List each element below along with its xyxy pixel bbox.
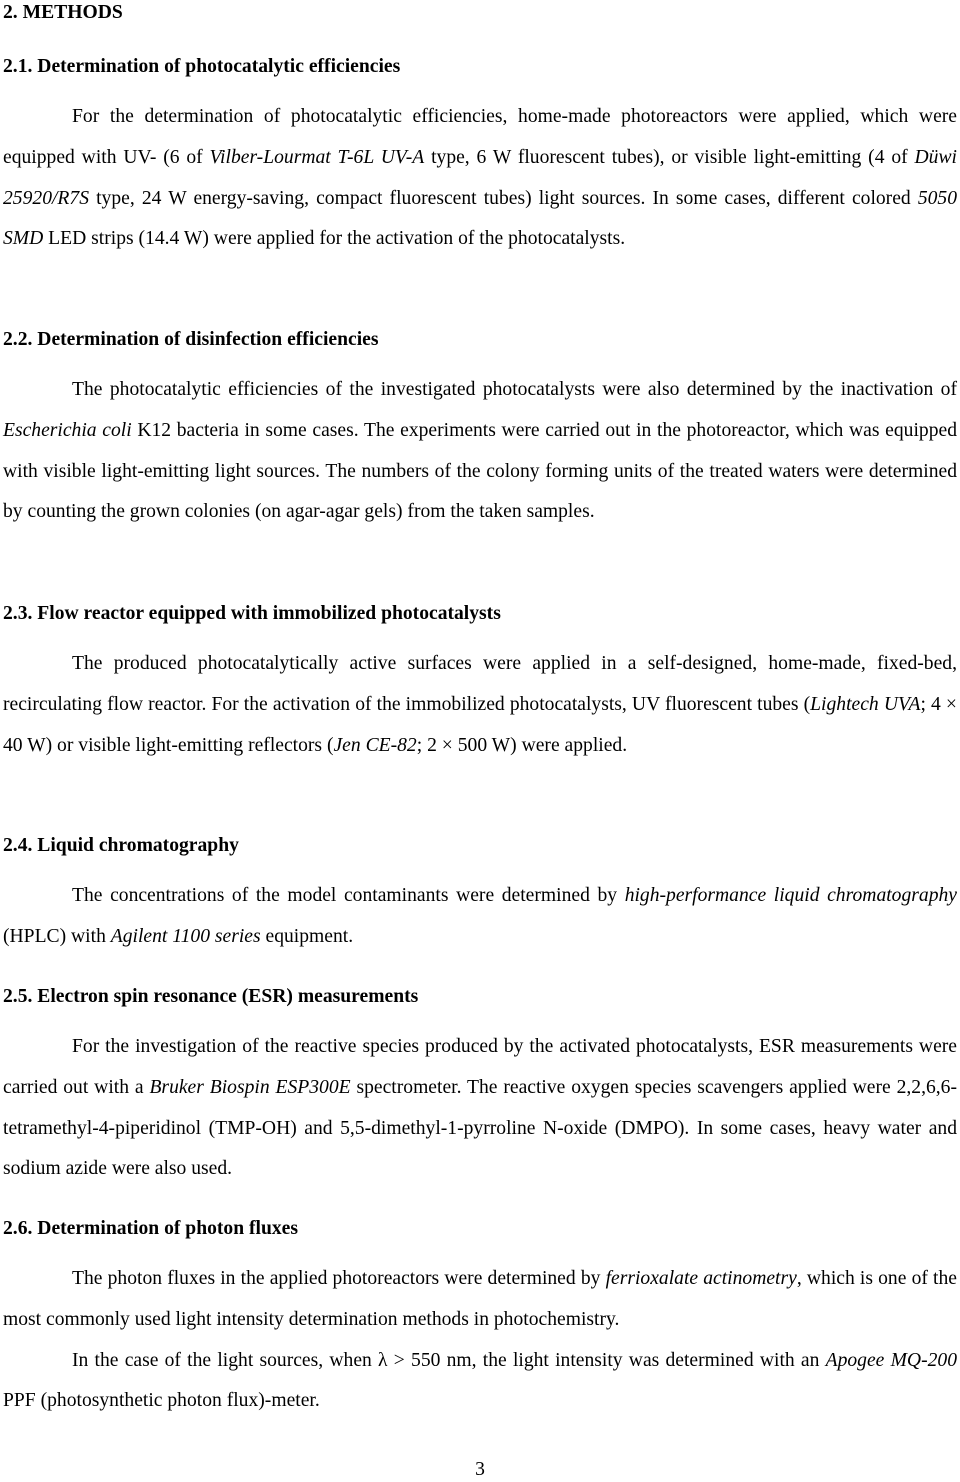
italic-term: high-performance liquid chromatography: [624, 885, 957, 906]
section-paragraph: [3, 1027, 957, 1190]
page-number: 3: [475, 1459, 485, 1480]
italic-term: Lightech UVA: [810, 693, 921, 715]
chapter-title: 2. METHODS: [3, 2, 123, 23]
italic-term: ferrioxalate actinometry: [605, 1268, 797, 1289]
section-heading: 2.2. Determination of disinfection efficiencies: [3, 329, 379, 350]
section-heading: 2.3. Flow reactor equipped with immobilized photocatalysts: [3, 603, 501, 624]
italic-term: Escherichia coli: [3, 419, 132, 441]
text-run: In the case of the light sources, when λ > 550 nm, the light intensity was determined with an: [72, 1349, 826, 1371]
text-run: For the determination of photocatalytic efficiencies, home-made photoreactors were applied, which were equipped with UV- (6 of: [3, 106, 957, 168]
italic-term: Apogee MQ-200: [825, 1349, 957, 1371]
text-run: The photon fluxes in the applied photoreactors were determined by: [72, 1268, 606, 1289]
italic-term: Vilber-Lourmat T-6L UV-A: [209, 146, 425, 168]
section-2-6: [3, 1218, 957, 1422]
text-run: spectrometer. The reactive oxygen species scavengers applied were 2,2,6,6-tetramethyl-4-piperidinol (TMP-OH) and 5,5-dimethyl-1-pyrroline N-oxide (DMPO). In some cases, heavy water and sodium azide were also used.: [3, 1076, 957, 1180]
section-heading: 2.1. Determination of photocatalytic efficiencies: [3, 56, 401, 77]
italic-term: Düwi 25920/R7S: [3, 146, 957, 209]
section-heading: 2.4. Liquid chromatography: [3, 835, 239, 856]
italic-term: Agilent 1100 series: [110, 925, 261, 947]
italic-term: 5050 SMD: [3, 187, 957, 250]
section-heading: 2.6. Determination of photon fluxes: [3, 1218, 298, 1239]
text-run: equipment.: [260, 925, 354, 947]
text-run: PPF (photosynthetic photon flux)-meter.: [3, 1390, 320, 1412]
text-run: The concentrations of the model contaminants were determined by: [72, 885, 625, 906]
section-2-5: [3, 986, 957, 1190]
text-run: ; 4 × 40 W) or visible light-emitting reflectors (: [3, 693, 957, 756]
text-run: type, 24 W energy-saving, compact fluorescent tubes) light sources. In some cases, different colored: [89, 187, 918, 209]
section-paragraph: [3, 876, 957, 958]
section-2-2: [3, 329, 957, 533]
text-run: , which is one of the most commonly used light intensity determination methods in photochemistry.: [3, 1268, 957, 1330]
text-run: (HPLC) with: [3, 925, 111, 947]
text-run: K12 bacteria in some cases. The experiments were carried out in the photoreactor, which was equipped with visible light-emitting light sources. The numbers of the colony forming units of the treated waters were determined by counting the grown colonies (on agar-agar gels) from the taken samples.: [3, 419, 957, 523]
text-run: The produced photocatalytically active surfaces were applied in a self-designed, home-made, fixed-bed, recirculating flow reactor. For the activation of the immobilized photocatalysts, UV fluorescent tubes (: [3, 653, 957, 715]
section-2-3: [3, 603, 957, 766]
italic-term: Bruker Biospin ESP300E: [149, 1076, 351, 1098]
section-paragraph: [3, 1341, 957, 1423]
section-paragraph: [3, 97, 957, 260]
section-heading: 2.5. Electron spin resonance (ESR) measurements: [3, 986, 419, 1007]
section-paragraph: [3, 370, 957, 533]
section-paragraph: [3, 1259, 957, 1341]
text-run: LED strips (14.4 W) were applied for the activation of the photocatalysts.: [43, 228, 626, 250]
text-run: ; 2 × 500 W) were applied.: [416, 734, 628, 756]
section-paragraph: [3, 644, 957, 766]
italic-term: Jen CE-82: [333, 734, 417, 756]
section-2-1: [3, 56, 957, 260]
text-run: The photocatalytic efficiencies of the investigated photocatalysts were also determined by the inactivation of: [72, 379, 957, 400]
text-run: type, 6 W fluorescent tubes), or visible light-emitting (4 of: [424, 146, 915, 168]
text-run: For the investigation of the reactive species produced by the activated photocatalysts, ESR measurements were carried out with a: [3, 1036, 957, 1098]
section-2-4: [3, 835, 957, 958]
